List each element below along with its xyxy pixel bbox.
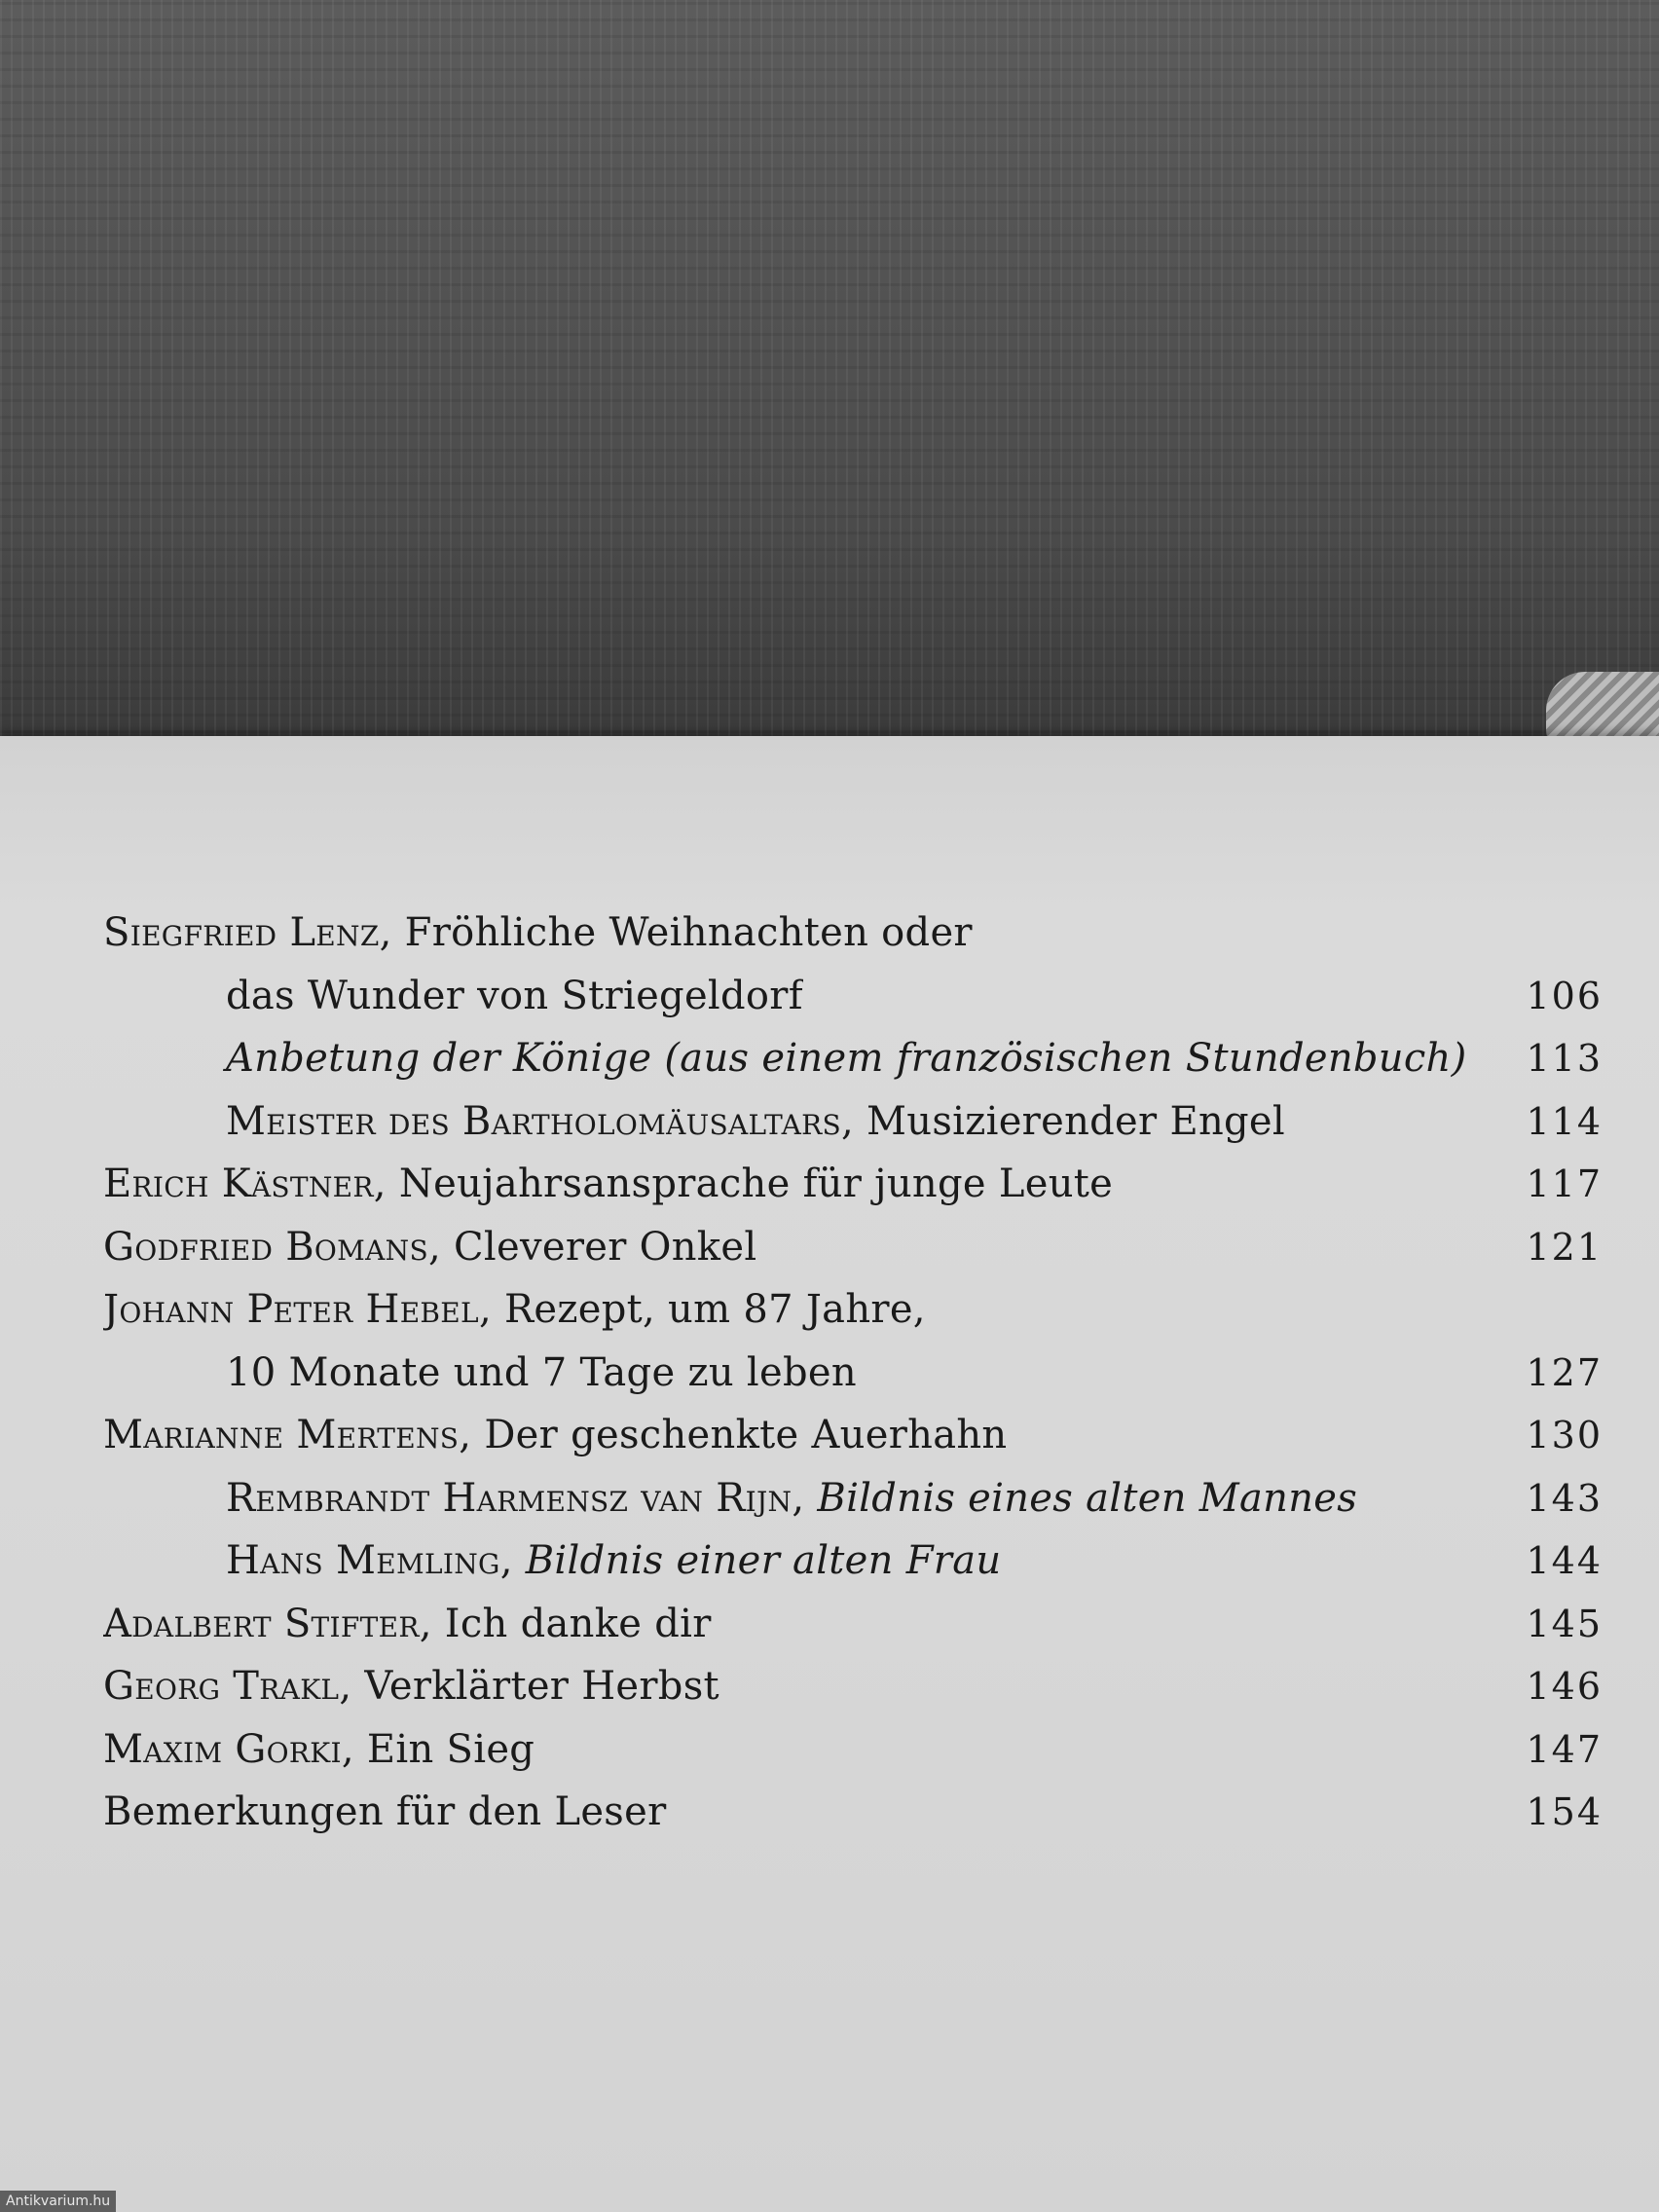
toc-entry [103,1278,1603,1342]
background-surface [0,0,1659,750]
toc-author: Maxim Gorki [103,1726,342,1772]
toc-entry [103,902,1603,965]
toc-page-number: 130 [1526,1414,1603,1456]
toc-author: Rembrandt Harmensz van Rijn [226,1475,793,1521]
toc-page-number: 106 [1526,974,1603,1017]
watermark-label: Antikvarium.hu [0,2191,116,2212]
toc-entry [103,1593,1603,1656]
book-page [0,736,1659,2212]
toc-page-number: 127 [1526,1350,1603,1394]
toc-page-number: 117 [1526,1162,1603,1205]
toc-entry [103,1153,1603,1216]
toc-page-number: 143 [1526,1476,1603,1520]
toc-title: Bemerkungen für den Leser [103,1789,667,1834]
toc-separator: , [373,1161,399,1206]
toc-separator: , [427,1224,454,1270]
toc-entry [103,1216,1603,1279]
toc-separator: , [840,1098,866,1144]
toc-page-number: 147 [1526,1727,1603,1771]
toc-separator: , [499,1538,526,1583]
toc-entry [103,965,1603,1028]
toc-page-number: 144 [1526,1539,1603,1582]
toc-entry [103,1090,1603,1154]
toc-author: Hans Memling [226,1538,500,1583]
toc-entry [103,1467,1603,1530]
toc-title: Verklärter Herbst [364,1664,719,1709]
toc-title: Der geschenkte Auerhahn [484,1413,1008,1457]
toc-author: Georg Trakl [103,1664,340,1709]
toc-title: Fröhliche Weihnachten oder [404,910,973,955]
toc-title: Ein Sieg [366,1726,535,1772]
toc-title: Bildnis eines alten Mannes [817,1475,1358,1521]
toc-entry [103,1027,1603,1090]
toc-page-number: 113 [1526,1037,1603,1080]
toc-entry [103,1342,1603,1405]
toc-entry [103,1530,1603,1593]
toc-title: das Wunder von Striegeldorf [226,973,803,1018]
toc-page-number: 146 [1526,1665,1603,1708]
toc-author: Marianne Mertens [103,1413,460,1457]
toc-title: Neujahrsansprache für junge Leute [398,1161,1114,1206]
toc-separator: , [341,1726,367,1772]
toc-separator: , [339,1664,365,1709]
toc-page-number: 154 [1526,1790,1603,1833]
toc-separator: , [459,1413,485,1457]
toc-title: Cleverer Onkel [453,1224,757,1270]
toc-author: Meister des Bartholomäusaltars [226,1098,841,1144]
toc-separator: , [379,910,405,955]
toc-page-number: 121 [1526,1225,1603,1269]
toc-title: Ich danke dir [444,1601,712,1646]
toc-entry [103,1404,1603,1467]
toc-separator: , [419,1601,445,1646]
toc-title: Rezept, um 87 Jahre, [503,1287,926,1332]
toc-author: Adalbert Stifter [103,1601,420,1646]
toc-title: Bildnis einer alten Frau [525,1538,1002,1583]
toc-author: Johann Peter Hebel [103,1287,479,1332]
toc-page-number: 114 [1526,1099,1603,1143]
toc-author: Godfried Bomans [103,1224,428,1270]
toc-title: Musizierender Engel [866,1098,1285,1144]
toc-author: Siegfried Lenz [103,910,380,955]
toc-entry [103,1781,1603,1844]
toc-title: Anbetung der Könige (aus einem französischen Stundenbuch) [226,1036,1467,1081]
toc-entry [103,1718,1603,1782]
toc-separator: , [792,1475,818,1521]
toc-title: 10 Monate und 7 Tage zu leben [226,1349,857,1395]
toc-author: Erich Kästner [103,1161,374,1206]
toc-separator: , [478,1287,504,1332]
table-of-contents [103,902,1603,1844]
toc-entry [103,1655,1603,1718]
toc-page-number: 145 [1526,1602,1603,1645]
